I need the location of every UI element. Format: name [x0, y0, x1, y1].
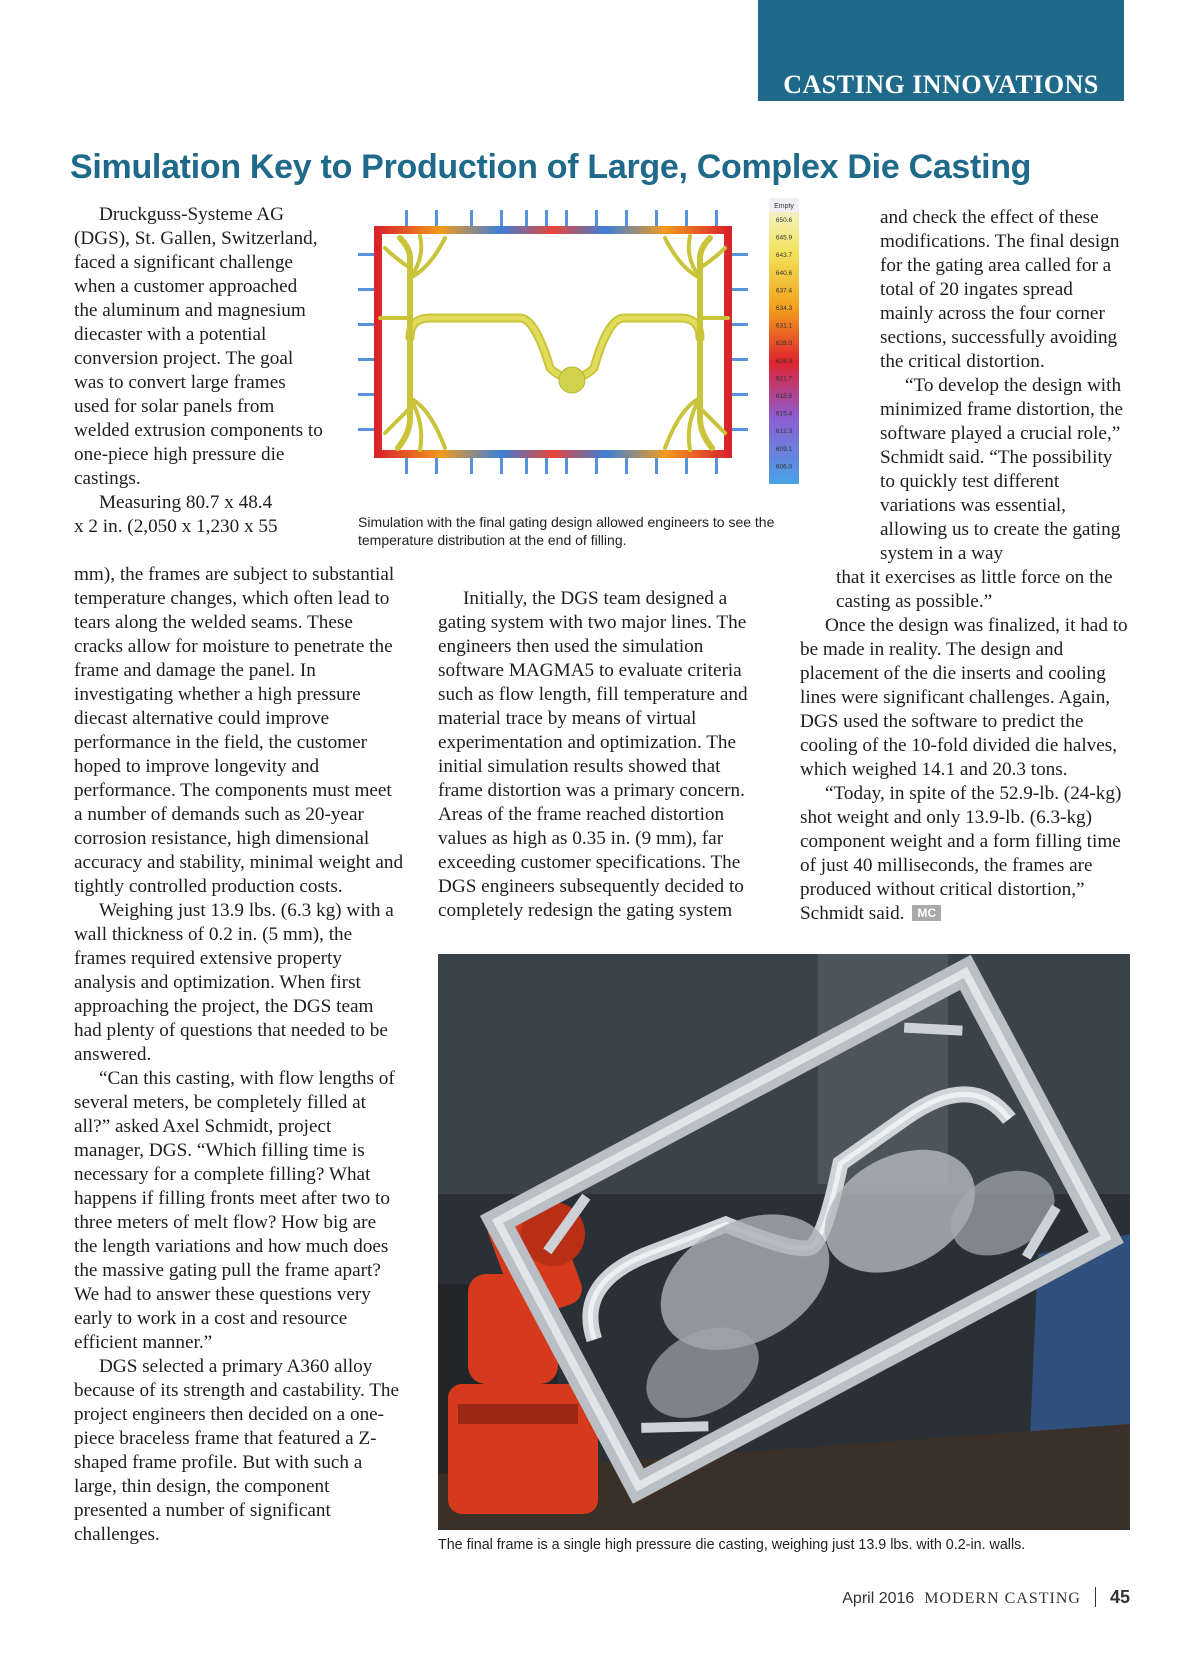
- legend-empty-label: Empty: [774, 203, 794, 210]
- photo-caption: The final frame is a single high pressure die casting, weighing just 13.9 lbs. with 0.2-in. walls.: [438, 1537, 1026, 1553]
- legend-value: 631.1: [775, 322, 793, 330]
- paragraph: Druckguss-Systeme AG (DGS), St. Gallen, Switzerland, faced a significant challenge when a customer approached the aluminum and magnesium diecaster with a potential conversion project. The goal was to convert large frames used for solar panels from welded extrusion components to one-piece high pressure die castings.: [74, 204, 323, 489]
- legend-value: 624.9: [775, 357, 793, 365]
- paragraph: Initially, the DGS team designed a gating system with two major lines. The engineers then used the simulation software MAGMA5 to evaluate criteria such as flow length, fill temperature and material trace by means of virtual experimentation and optimization. The initial simulation results showed that frame distortion was a primary concern. Areas of the frame reached distortion values as high as 0.35 in. (9 mm), far exceeding customer specifications. The DGS engineers subsequently decided to completely redesign the gating system: [438, 588, 748, 921]
- paragraph-line: x 2 in. (2,050 x 1,230 x 55: [74, 516, 278, 537]
- legend-value: 606.0: [775, 463, 793, 471]
- paragraph: Weighing just 13.9 lbs. (6.3 kg) with a wall thickness of 0.2 in. (5 mm), the frames required extensive property analysis and optimization. When first approaching the project, the DGS team had plenty of questions that needed to be answered.: [74, 900, 394, 1065]
- gating-system: [380, 236, 728, 450]
- column-3-top: [880, 206, 1130, 566]
- legend-value: 650.6: [775, 217, 793, 224]
- column-3-bottom: [800, 566, 1130, 926]
- paragraph-text: “Today, in spite of the 52.9-lb. (24-kg) shot weight and only 13.9-lb. (6.3-kg) component weight and a form filling time of just 40 milliseconds, the frames are produced without critical distortion,” Schmidt said.: [800, 783, 1122, 924]
- issue-date: April 2016: [842, 1590, 915, 1607]
- paragraph: “To develop the design with minimized frame distortion, the software played a crucial role,” Schmidt said. “The possibility to quickly test different variations was essential, allowing us to create the gating system in a way: [880, 375, 1123, 564]
- paragraph: and check the effect of these modifications. The final design for the gating area called for a total of 20 ingates spread mainly across the four corner sections, successfully avoiding the critical distortion.: [880, 207, 1120, 372]
- legend-value: 637.4: [775, 287, 793, 295]
- section-label: CASTING INNOVATIONS: [783, 70, 1099, 99]
- die-casting-photo: [438, 954, 1130, 1530]
- column-2: [438, 587, 758, 923]
- simulation-figure: [350, 198, 840, 503]
- legend-value: 645.9: [775, 234, 793, 242]
- paragraph: Once the design was finalized, it had to be made in reality. The design and placement of the die inserts and cooling lines were significant challenges. Again, DGS used the software to predict the cooling of the 10-fold divided die halves, which weighed 14.1 and 20.3 tons.: [800, 615, 1128, 780]
- paragraph: “Can this casting, with flow lengths of several meters, be completely filled at all?” asked Axel Schmidt, project manager, DGS. “Which filling time is necessary for a complete filling? What happens if filling fronts meet after two to three meters of melt flow? How big are the length variations and how much does the massive gating pull the frame apart? We had to answer these questions very early to work in a cost and resource efficient manner.”: [74, 1068, 395, 1353]
- column-1-bottom: [74, 563, 404, 1547]
- legend-value: 615.4: [775, 410, 793, 418]
- paragraph: that it exercises as little force on the casting as possible.”: [836, 567, 1113, 612]
- end-mark-badge: MC: [912, 905, 941, 921]
- simulation-caption: Simulation with the final gating design allowed engineers to see the temperature distribution at the end of filling.: [358, 514, 775, 548]
- article-title: Simulation Key to Production of Large, Complex Die Casting: [70, 148, 1032, 186]
- footer-divider: [1095, 1587, 1096, 1607]
- legend-value: 628.0: [775, 340, 793, 348]
- magazine-name: MODERN CASTING: [924, 1590, 1081, 1607]
- legend-value: 621.7: [775, 375, 793, 383]
- legend-value: 634.3: [775, 305, 793, 312]
- paragraph: mm), the frames are subject to substantial temperature changes, which often lead to tears along the welded seams. These cracks allow for moisture to penetrate the frame and damage the panel. In investigating whether a high pressure diecast alternative could improve performance in the field, the customer hoped to improve longevity and performance. The components must meet a number of demands such as 20-year corrosion resistance, high dimensional accuracy and stability, minimal weight and tightly controlled production costs.: [74, 564, 404, 897]
- legend-value: 612.3: [775, 428, 793, 436]
- legend-value: 609.1: [775, 445, 793, 453]
- paragraph: Measuring 80.7 x 48.4: [99, 492, 273, 513]
- paragraph: [800, 782, 1130, 926]
- column-1-continuation: [74, 515, 404, 539]
- legend-value: 643.7: [775, 252, 793, 260]
- page-footer: [720, 1587, 1130, 1608]
- biscuit: [559, 367, 585, 393]
- page-number: 45: [1109, 1587, 1130, 1607]
- legend-value: 618.6: [775, 393, 793, 400]
- legend-value: 640.6: [775, 269, 793, 277]
- paragraph: DGS selected a primary A360 alloy because of its strength and castability. The project engineers then decided on a one-piece braceless frame that featured a Z-shaped frame profile. But with such a large, thin design, the component presented a number of significant challenges.: [74, 1356, 400, 1545]
- column-1-top: [74, 203, 324, 515]
- legend-labels: [776, 217, 793, 470]
